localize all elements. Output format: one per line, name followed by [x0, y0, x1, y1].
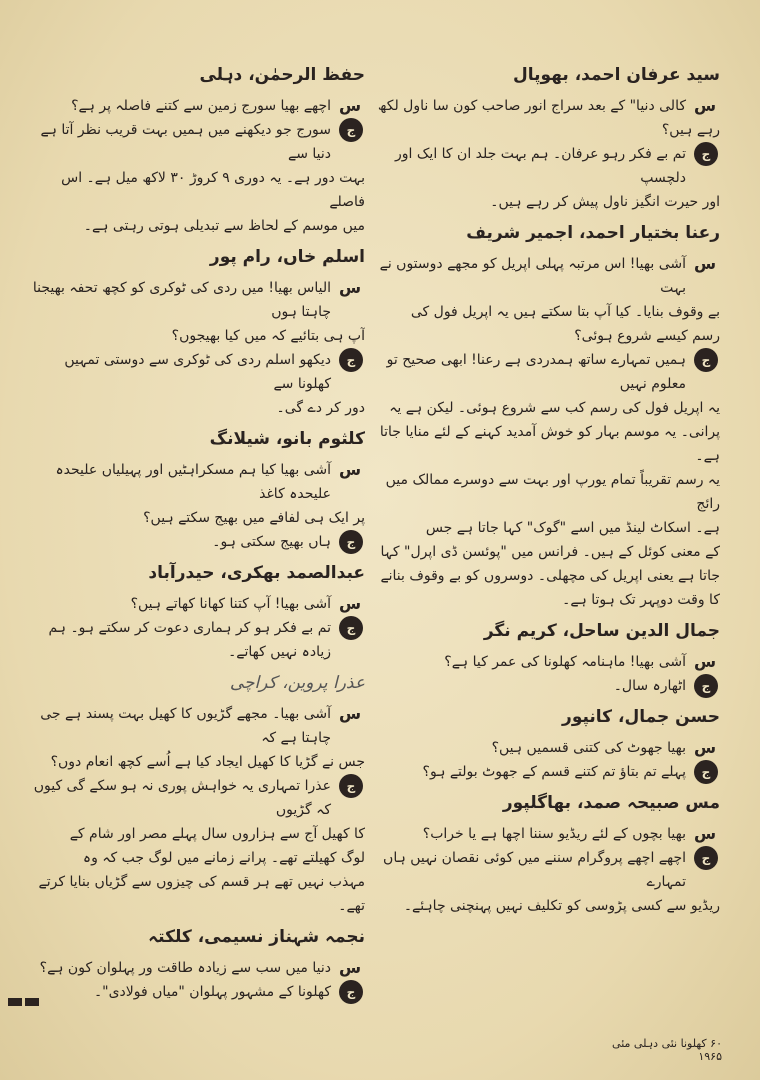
answer-text: اٹھارہ سال۔	[613, 678, 686, 694]
answer-badge-icon: ج	[694, 846, 718, 870]
question-line	[375, 822, 720, 846]
question-text: کالی دنیا" کے بعد سراج انور صاحب کون سا ناول لکھ	[377, 98, 686, 114]
question-line	[30, 276, 365, 324]
answer-line	[375, 564, 720, 588]
answer-line	[375, 540, 720, 564]
question-line	[375, 736, 720, 760]
correspondent-name: عبدالصمد بھکری، حیدرآباد	[148, 563, 365, 583]
correspondent-name: نجمہ شہناز نسیمی، کلکتہ	[148, 927, 365, 947]
answer-text: پرانی۔ یہ موسم بہار کو خوش آمدید کہنے کے لئے منایا جاتا ہے۔	[379, 424, 720, 464]
qa-entry	[375, 822, 720, 918]
answer-line	[375, 846, 720, 894]
question-line	[375, 94, 720, 118]
correspondent-name: حفظ الرحمٰن، دہلی	[199, 65, 365, 85]
answer-text: جاتا ہے یعنی اپریل کی مچھلی۔ دوسروں کو بے وقوف بنانے	[380, 568, 720, 584]
question-line	[30, 94, 365, 118]
answer-text: عذرا تمہاری یہ خواہش پوری نہ ہو سکے گی کیوں کہ گڑیوں	[33, 778, 331, 818]
answer-text: یہ رسم تقریباً تمام یورپ اور بہت سے دوسرے ممالک میں رائج	[385, 472, 720, 512]
answer-line	[30, 870, 365, 918]
answer-line	[30, 348, 365, 396]
answer-text: اور حیرت انگیز ناول پیش کر رہے ہیں۔	[490, 194, 720, 210]
qa-entry	[375, 736, 720, 784]
answer-text: تم بے فکر ہو کر ہماری دعوت کر سکتے ہو۔ ہم زیادہ نہیں کھاتے۔	[48, 620, 331, 660]
question-text: آپ ہی بتائیے کہ میں کیا بھیجوں؟	[171, 328, 365, 344]
correspondent-name: مس صبیحہ صمد، بھاگلپور	[502, 793, 720, 813]
question-text: آشی بھیا! ماہنامہ کھلونا کی عمر کیا ہے؟	[444, 654, 686, 670]
answer-text: ہاں بھیج سکتی ہو۔	[212, 534, 331, 550]
answer-line	[375, 674, 720, 698]
question-text: پر ایک ہی لفافے میں بھیج سکتے ہیں؟	[143, 510, 365, 526]
question-line	[30, 592, 365, 616]
question-line	[30, 458, 365, 506]
qa-entry	[30, 94, 365, 238]
left-column	[30, 58, 365, 1013]
answer-line	[375, 588, 720, 612]
qa-entry	[375, 94, 720, 214]
answer-line	[30, 616, 365, 664]
answer-line	[375, 760, 720, 784]
question-line	[375, 252, 720, 300]
question-text: دنیا میں سب سے زیادہ طاقت ور پہلوان کون ہے؟	[39, 960, 331, 976]
answer-text: سورج جو دیکھنے میں ہمیں بہت قریب نظر آتا ہے دنیا سے	[40, 122, 331, 162]
answer-badge-icon: ج	[339, 348, 363, 372]
answer-text: کے معنی کوئل کے ہیں۔ فرانس میں "پوئسن ڈی اپرل" کہا	[380, 544, 720, 560]
answer-text: تم بے فکر رہو عرفان۔ ہم بہت جلد ان کا ایک اور دلچسپ	[395, 146, 686, 186]
answer-line	[30, 846, 365, 870]
question-marker: س	[338, 594, 362, 613]
answer-badge-icon: ج	[694, 760, 718, 784]
question-line	[375, 650, 720, 674]
answer-text: پہلے تم بتاؤ تم کتنے قسم کے جھوٹ بولتے ہو؟	[422, 764, 686, 780]
answer-text: دیکھو اسلم ردی کی ٹوکری سے دوستی تمہیں کھلونا سے	[64, 352, 331, 392]
answer-line	[30, 822, 365, 846]
question-text: رہے ہیں؟	[661, 122, 720, 138]
qa-entry	[30, 956, 365, 1004]
question-marker: س	[693, 652, 717, 671]
question-marker: س	[338, 704, 362, 723]
qa-entry	[30, 458, 365, 554]
answer-text: میں موسم کے لحاظ سے تبدیلی ہوتی رہتی ہے۔	[83, 218, 365, 234]
answer-badge-icon: ج	[694, 674, 718, 698]
question-line	[30, 750, 365, 774]
answer-text: لوگ کھیلتے تھے۔ پرانے زمانے میں لوگ جب کہ وہ	[82, 850, 365, 866]
answer-text: مہذب نہیں تھے ہر قسم کی چیزوں سے گڑیاں بنایا کرتے تھے۔	[38, 874, 365, 914]
answer-text: دور کر دے گی۔	[276, 400, 365, 416]
answer-line	[375, 420, 720, 468]
answer-line	[375, 516, 720, 540]
qa-entry	[375, 650, 720, 698]
correspondent-name: رعنا بختیار احمد، اجمیر شریف	[466, 223, 720, 243]
answer-badge-icon: ج	[694, 142, 718, 166]
answer-line	[375, 348, 720, 396]
correspondent-name: اسلم خاں، رام پور	[209, 247, 365, 267]
question-line	[30, 324, 365, 348]
answer-text: کا وقت دوپہر تک ہوتا ہے۔	[562, 592, 720, 608]
answer-line	[375, 142, 720, 190]
answer-line	[30, 774, 365, 822]
correspondent-name: عذرا پروین، کراچی	[229, 673, 365, 693]
question-marker: س	[693, 254, 717, 273]
question-marker: س	[693, 824, 717, 843]
question-text: آشی بھیا۔ مجھے گڑیوں کا کھیل بہت پسند ہے جی چاہتا ہے کہ	[40, 706, 331, 746]
correspondent-name: حسن جمال، کانپور	[562, 707, 720, 727]
answer-line	[30, 214, 365, 238]
question-text: آشی بھیا! اس مرتبہ پہلی اپریل کو مجھے دوستوں نے بہت	[379, 256, 686, 296]
correspondent-name: سید عرفان احمد، بھوپال	[513, 65, 720, 85]
question-line	[30, 506, 365, 530]
answer-text: یہ اپریل فول کی رسم کب سے شروع ہوئی۔ لیکن ہے یہ	[389, 400, 720, 416]
question-text: اچھے بھیا سورج زمین سے کتنے فاصلہ پر ہے؟	[71, 98, 331, 114]
question-text: بھیا بچوں کے لئے ریڈیو سننا اچھا ہے یا خراب؟	[422, 826, 686, 842]
qa-entry	[30, 592, 365, 664]
answer-text: کا کھیل آج سے ہزاروں سال پہلے مصر اور شام کے	[69, 826, 365, 842]
correspondent-name: جمال الدین ساحل، کریم نگر	[483, 621, 720, 641]
answer-line	[375, 468, 720, 516]
correspondent-name: کلثوم بانو، شیلانگ	[209, 429, 365, 449]
answer-line	[30, 396, 365, 420]
answer-line	[375, 396, 720, 420]
question-line	[30, 702, 365, 750]
right-column	[375, 58, 720, 1013]
question-marker: س	[338, 460, 362, 479]
qa-entry	[375, 252, 720, 612]
question-text: رسم کیسے شروع ہوئی؟	[574, 328, 720, 344]
question-marker: س	[693, 96, 717, 115]
answer-text: بہت دور ہے۔ یہ دوری ۹ کروڑ ۳۰ لاکھ میل ہے۔ اس فاصلے	[61, 170, 365, 210]
answer-line	[30, 530, 365, 554]
question-text: الیاس بھیا! میں ردی کی ٹوکری کو کچھ تحفہ بھیجنا چاہتا ہوں	[32, 280, 331, 320]
question-line	[375, 118, 720, 142]
decorative-blocks	[8, 991, 42, 1001]
answer-badge-icon: ج	[694, 348, 718, 372]
answer-text: ہے۔ اسکاٹ لینڈ میں اسے "گوک" کہا جاتا ہے جس	[425, 520, 720, 536]
question-text: آشی بھیا کیا ہم مسکراہٹیں اور پہیلیاں علیحدہ علیحدہ کاغذ	[55, 462, 331, 502]
question-line	[375, 324, 720, 348]
question-text: بھیا جھوٹ کی کتنی قسمیں ہیں؟	[491, 740, 686, 756]
answer-badge-icon: ج	[339, 774, 363, 798]
question-line	[375, 300, 720, 324]
answer-text: کھلونا کے مشہور پہلوان "میاں فولادی"۔	[93, 984, 331, 1000]
answer-text: اچھے اچھے پروگرام سننے میں کوئی نقصان نہیں ہاں تمہارے	[383, 850, 686, 890]
answer-badge-icon: ج	[339, 530, 363, 554]
answer-line	[30, 980, 365, 1004]
answer-line	[30, 118, 365, 166]
question-marker: س	[338, 96, 362, 115]
answer-badge-icon: ج	[339, 616, 363, 640]
answer-line	[375, 894, 720, 918]
question-text: بے وقوف بنایا۔ کیا آپ بتا سکتے ہیں یہ اپریل فول کی	[410, 304, 720, 320]
answer-badge-icon: ج	[339, 980, 363, 1004]
answer-text: ریڈیو سے کسی پڑوسی کو تکلیف نہیں پہنچنی چاہئے۔	[403, 898, 720, 914]
question-line	[30, 956, 365, 980]
qa-entry	[30, 702, 365, 918]
qa-entry	[30, 276, 365, 420]
answer-text: ہمیں تمہارے ساتھ ہمدردی ہے رعنا! ابھی صحیح تو معلوم نہیں	[386, 352, 686, 392]
question-text: آشی بھیا! آپ کتنا کھانا کھاتے ہیں؟	[130, 596, 331, 612]
page-footer: ۶۰ کھلونا نئی دہلی مئی ۱۹۶۵	[612, 1037, 722, 1063]
answer-line	[30, 166, 365, 214]
question-text: جس نے گڑیا کا کھیل ایجاد کیا ہے اُسے کچھ انعام دوں؟	[50, 754, 365, 770]
answer-badge-icon: ج	[339, 118, 363, 142]
answer-line	[375, 190, 720, 214]
question-marker: س	[338, 278, 362, 297]
question-marker: س	[338, 958, 362, 977]
question-marker: س	[693, 738, 717, 757]
